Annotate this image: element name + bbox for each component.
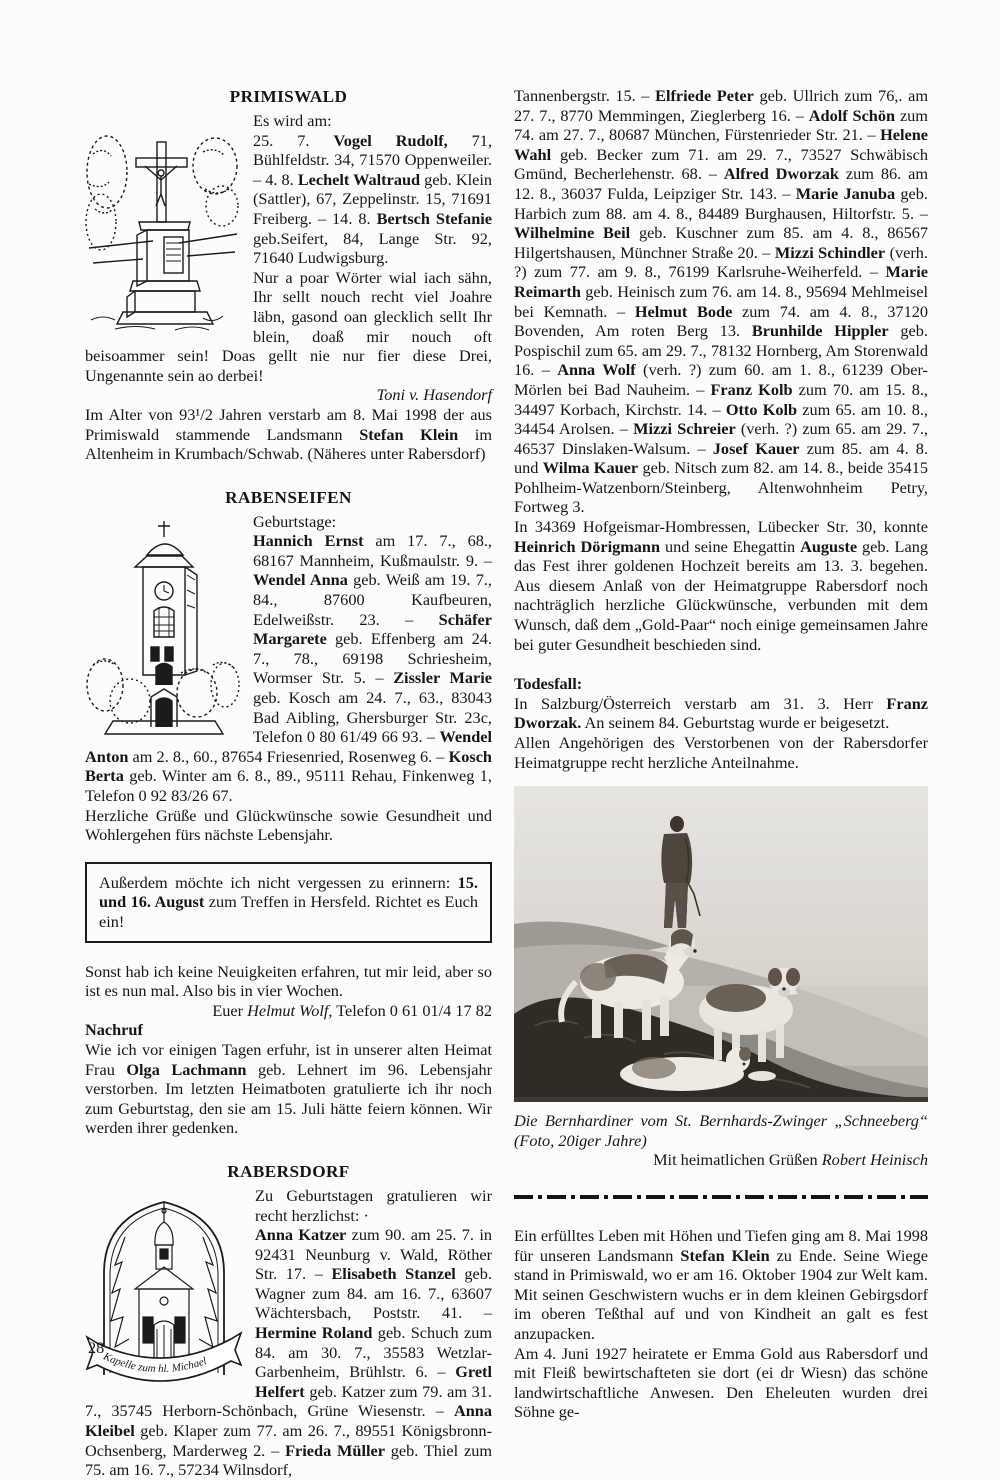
dash-dot-divider [514, 1195, 928, 1199]
reminder-text: Außerdem möchte ich nicht vergessen zu erinnern: 15. und 16. August zum Treffen in Hersfeld. Richtet es Euch ein! [99, 872, 478, 931]
bernhardiner-dogs-photo [514, 786, 928, 1102]
rabersdorf-heading: RABERSDORF [227, 1161, 350, 1181]
primiswald-birthdays: 25. 7. Vogel Rudolf, 71, Bühlfeldstr. 34, 71570 Oppenweiler. – 4. 8. Lechelt Waltraud geb. Klein (Sattler), 67, Zeppelinstr. 15, 71691 Freiberg. – 14. 8. Bertsch Stefanie geb.Seifert, 84, Lange Str. 92, 71640 Ludwigsburg. [253, 130, 493, 268]
todesfall-heading: Todesfall: [514, 674, 583, 694]
rabenseifen-greeting: Herzliche Grüße und Glückwünsche sowie Gesundheit und Wohlergehen fürs nächste Lebensjahr. [85, 805, 492, 845]
primiswald-obituary-note: Im Alter von 93¹/2 Jahren verstarb am 8. Mai 1998 der aus Primiswald stammende Landsmann Stefan Klein im Altenheim in Krumbach/Schwab. (Näheres unter Rabersdorf) [85, 404, 492, 464]
rabenseifen-signature: Euer Helmut Wolf, Telefon 0 61 01/4 17 82 [212, 1000, 492, 1020]
section-primiswald [85, 86, 492, 464]
right-column [514, 86, 928, 1422]
chapel-banner-text: Kapelle zum hl. Michael [101, 1350, 209, 1375]
todesfall-text: In Salzburg/Österreich verstarb am 31. 3. Herr Franz Dworzak. An seinem 84. Geburtstag wurde er beigesetzt. [514, 693, 928, 733]
chapel-emblem-woodcut-image [85, 1189, 243, 1397]
rabenseifen-label: Geburtstage: [253, 511, 337, 531]
rabersdorf-birthdays-continued: Tannenbergstr. 15. – Elfriede Peter geb. Ullrich zum 76,. am 27. 7., 8770 Memmingen, Zieglerberg 16. – Adolf Schön zum 74. am 27. 7., 80687 München, Fürstenrieder Str. 21. – Helene Wahl geb. Becker zum 71. am 29. 7., 73527 Schwäbisch Gmünd, Becherlehenstr. 68. – Alfred Dworzak zum 86. am 12. 8., 36037 Fulda, Leipziger Str. 143. – Marie Januba geb. Harbich zum 88. am 4. 8., 84489 Burghausen, Hiltorfstr. 5. – Wilhelmine Beil geb. Kuschner zum 85. am 4. 8., 86567 Hilgertshausen, Münchner Straße 20. – Mizzi Schindler (verh. ?) zum 77. am 9. 8., 76199 Karlsruhe-Weiherfeld. – Marie Reimarth geb. Heinisch zum 76. am 14. 8., 95694 Mehlmeisel bei Kemnath. – Helmut Bode zum 74. am 4. 8., 37120 Bovenden, Am roten Berg 13. Brunhilde Hippler geb. Pospischil zum 65. am 29. 7., 78132 Hornberg, Am Storenwald 16. – Anna Wolf (verh. ?) zum 60. am 1. 8., 61239 Ober-Mörlen bei Bad Nauheim. – Franz Kolb zum 70. am 15. 8., 34497 Korbach, Kirchstr. 14. – Otto Kolb zum 65. am 10. 8., 34454 Arolsen. – Mizzi Schreier (verh. ?) zum 65. am 29. 7., 46537 Dinslaken-Walsum. – Josef Kauer zum 85. am 4. 8. und Wilma Kauer geb. Nitsch zum 82. am 14. 8., beide 35415 Pohlheim-Watzenborn/Steinberg, Altenwohnheim Petry, Fortweg 3. [514, 86, 929, 517]
klein-obituary-paragraph-1: Ein erfülltes Leben mit Höhen und Tiefen ging am 8. Mai 1998 für unseren Landsmann Stefan Klein zu Ende. Seine Wiege stand in Primiswald, wo er am 16. Oktober 1904 zur Welt kam. Mit seinen Geschwistern wuchs er in dem kleinen Gebirgsdorf im oberen Teßthal auf und von Kindheit an galt es fest anzupacken. [514, 1225, 928, 1343]
hersfeld-reminder-box [85, 862, 492, 943]
rabersdorf-intro: Zu Geburtstagen gratulieren wir recht herzlichst: · [255, 1185, 492, 1225]
section-rabenseifen [85, 487, 492, 1138]
golden-wedding-note: In 34369 Hofgeismar-Hombressen, Lübecker Str. 30, konnte Heinrich Dörigmann und seine Ehegattin Auguste geb. Lang das Fest ihrer goldenen Hochzeit bereits am 13. 3. begehen. Aus diesem Anlaß von der Heimatgruppe Rabersdorf noch nachträglich herzliche Glückwünsche, verbunden mit dem Wunsch, daß dem „Gold-Paar“ noch einige gemeinsamen Jahre bei guter Gesundheit beschieden sind. [514, 517, 929, 654]
primiswald-intro: Es wird am: [253, 111, 332, 130]
page-number: 28 [88, 1338, 105, 1357]
primiswald-poem: Nur a poar Wörter wial iach sähn, Ihr sellt nouch recht viel Joahre läbn, gasond oan glecklich sellt Ihr blein, doaß mir nouch oft beisoammer sein! Doas gellt nie nur fier diese Drei, Ungenannte sein ao derbei! [85, 267, 492, 385]
left-column [85, 86, 492, 1480]
rabenseifen-birthdays: Hannich Ernst am 17. 7., 68., 68167 Mannheim, Kußmaulstr. 9. – Wendel Anna geb. Weiß am 19. 7., 84., 87600 Kaufbeuren, Edelweißstr. 23. – Schäfer Margarete geb. Effenberg am 24. 7., 78., 69198 Schriesheim, Wormser Str. 5. – Zissler Marie geb. Kosch am 24. 7., 63., 83043 Bad Aibling, Ghersburger Str. 23c, Telefon 0 80 61/49 66 93. – Wendel Anton am 2. 8., 60., 87654 Friesenried, Rosenweg 6. – Kosch Berta geb. Winter am 6. 8., 89., 95111 Rehau, Finkenweg 1, Telefon 0 92 83/26 67. [85, 531, 493, 805]
nachruf-text: Wie ich vor einigen Tagen erfuhr, ist in unserer alten Heimat Frau Olga Lachmann geb. Lehnert im 96. Lebensjahr verstorben. Im letzten Heimatboten gratulierte ich ihr noch zum Geburtstag, den sie am 15. Juli hätte feiern können. Wir werden ihrer gedenken. [85, 1039, 493, 1138]
rabenseifen-closing: Sonst hab ich keine Neuigkeiten erfahren, tut mir leid, aber so ist es nun mal. Also bis in vier Wochen. [85, 961, 492, 1001]
rabersdorf-birthdays: Anna Katzer zum 90. am 25. 7. in 92431 Neunburg v. Wald, Röther Str. 17. – Elisabeth Stanzel geb. Wagner zum 84. am 16. 7., 63607 Wächtersbach, Poststr. 41. – Hermine Roland geb. Schuch zum 84. am 30. 7., 35583 Wetzlar-Garbenheim, Brühlstr. 6. – Gretl Helfert geb. Katzer zum 79. am 31. 7., 35745 Herborn-Schönbach, Grüne Wiesenstr. – Anna Kleibel geb. Klaper zum 77. am 26. 7., 89551 Königsbronn-Ochsenberg, Marderweg 2. – Frieda Müller geb. Thiel zum 75. am 16. 7., 57234 Wilnsdorf, [85, 1225, 493, 1480]
primiswald-heading: PRIMISWALD [229, 87, 348, 106]
nachruf-heading: Nachruf [85, 1020, 143, 1040]
heimat-greeting: Mit heimatlichen Grüßen Robert Heinisch [653, 1150, 928, 1170]
section-rabersdorf [85, 1161, 492, 1480]
primiswald-signature: Toni v. Hasendorf [376, 385, 492, 405]
condolence-text: Allen Angehörigen des Verstorbenen von der Rabersdorfer Heimatgruppe recht herzliche Anteilnahme. [514, 733, 928, 772]
church-tower-woodcut-image [85, 515, 241, 739]
wayside-cross-woodcut-image [85, 114, 241, 334]
photo-caption: Die Bernhardiner vom St. Bernhards-Zwinger „Schneeberg“ (Foto, 20iger Jahre) [514, 1111, 928, 1150]
rabenseifen-heading: RABENSEIFEN [225, 487, 352, 507]
klein-obituary-paragraph-2: Am 4. Juni 1927 heiratete er Emma Gold aus Rabersdorf und mit Fleiß bewirtschafteten sie dort (ei dr Wiesn) das schöne landwirtschaftliche Anwesen. Den Eheleuten wurden drei Söhne ge- [514, 1343, 928, 1422]
